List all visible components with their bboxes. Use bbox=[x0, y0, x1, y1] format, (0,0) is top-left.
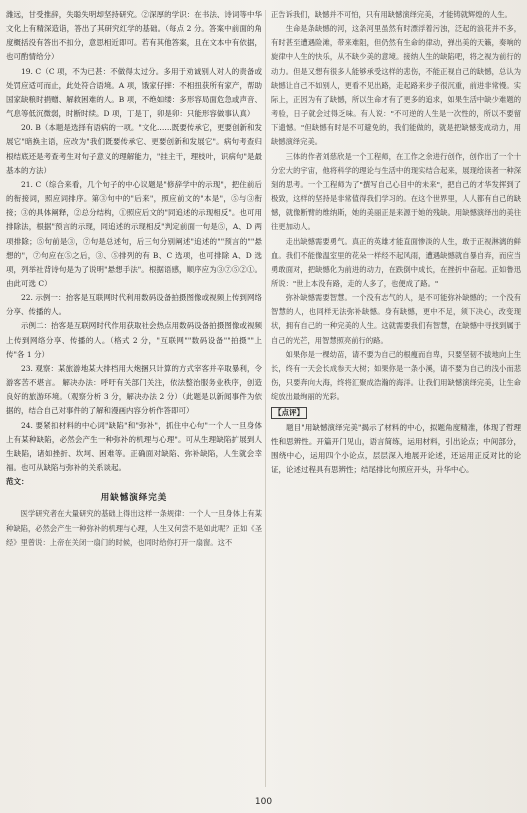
left-column bbox=[6, 8, 262, 791]
essay-paragraph: 正告诉我们，缺憾并不可怕，只有用缺憾演绎完美，才能铸就辉煌的人生。 bbox=[271, 10, 512, 19]
essay-paragraph: 如果你是一棵幼苗，请不要为自己的根瘦而自卑，只要坚韧不拔地向上生长，终有一天会长成参天大树；如果你是一条小溪，请不要为自己的浅小而悲伤，只要奔向大海，终将汇聚成浩瀚的海洋。让我们用缺憾演绎完美，让生命绽放出最绚丽的光彩。 bbox=[271, 349, 521, 402]
comment-text: 题目"用缺憾演绎完美"揭示了材料的中心，拟题角度精准，体现了哲理性和思辨性。开篇开门见山，语言简练，运用材料，引出论点；中间部分，围绕中心，运用四个小论点，层层深入地展开论述，还运用正反对比的论证，论述过程具有思辨性；结尾排比句照应开头，升华中心。 bbox=[271, 422, 521, 474]
page-number: 100 bbox=[254, 797, 273, 807]
comment-label: 【点评】 bbox=[271, 407, 307, 419]
answer-21: 21. C（综合来看，几个句子的中心议题是"修辞学中的示现"，把住前后的衔接词，照应词排序。第③句中的"后来"，照应前文的"本是"，⑤与③衔接；③的具体阐释，②总分结构，①照应后文的"同追述的示现相反"。也可用排除法，根据"预言的示现，同追述的示现相反"判定前面一句是⑤，A、D 两项排除；⑤句前是③，⑦句是总述句，后三句分别阐述"追述的""预言的""悬想的"，⑦句应在⑤之后，③、⑤排列的有 B、C 选项，也可排除 A、D 选项，列举社背诗句是为了说明"悬想手法"。根据语感，顺序应为③⑦⑤②①。由此可选 C） bbox=[6, 179, 262, 288]
essay-paragraph: 生命是条缺憾的河，这条河里虽然有时漂浮着污浊，泛起的浪花并不多，有时甚至遭遇险滩，带来难阻，但仍然有生命的律动，弹出美的天籁，奏响的旋律中人生的快乐，从不缺少美的意境。接纳人生的缺陷吧，将之视为前行的动力。但是又想有很多人能够承受这样的悲伤，不能正视自己的缺憾，总认为缺憾让自己不如别人，更看不见出路，走起路来步子很沉重，前进非常慢。实际上，正因为有了缺憾，所以生命才有了更多的追求，如果生活中缺少难题的考验，日子就会过得乏味。有人说："不可逆的人生是一次性的，所以不要留下遗憾。"但缺憾有时是不可避免的，我们能做的，就是把缺憾变成动力，用缺憾演绎完美。 bbox=[271, 24, 521, 147]
answer-20: 20. B（本题是选择有语病的一项。"文化……既要传承它，更要创新和发展它"暗换主语，应改为"我们既要传承它、更要创新和发展它"。病句考查归根结底还是考查考生对句子意义的理解能力，"挂主干，理枝叶，识病句"是最基本的方法） bbox=[6, 123, 262, 175]
essay-title: 用缺憾演绎完美 bbox=[100, 493, 168, 504]
answer-19: 19. C（C 项，不为已甚：不做得太过分。多用于劝诚别人对人的责备或处罚应适可而止，此处符合语境。A 项，饿家仔摔：不相扭获所有家产，帮助国家缺粮时捐赠、解救困难的人。B 项，不绝如缕：多形容局面危急或声音、气息等低沉微弱，时断时续。D 项，丁是丁，卯是卯：只能形容做事认真） bbox=[6, 66, 262, 119]
model-essay-label: 范文： bbox=[6, 477, 29, 487]
essay-paragraph: 弥补缺憾需要智慧。一个没有志气的人，是不可能弥补缺憾的；一个没有智慧的人，也同样无法弥补缺憾。身有缺憾，更中不足，须下决心，改变现状，拥有自己的一种完美的人生。这就需要我们有智慧，在缺憾中寻找到属于自己的光芒，用智慧照亮前行的路。 bbox=[271, 293, 521, 345]
answer-24: 24. 要紧扣材料的中心词"缺陷"和"弥补"，抓住中心句"一个人一旦身体上有某种缺陷，必然会产生一种弥补的机理与心理"。可从生理缺陷扩展到人生缺陷，诸如挫折、坎坷、困难等。正确面对缺陷、弥补缺陷，人生就会幸福。也可从缺陷与弥补的关系谈起。 bbox=[6, 420, 262, 472]
essay-paragraph: 医学研究者在大量研究的基础上得出这样一条规律：一个人一旦身体上有某种缺陷，必然会产生一种弥补的机理与心理，人生又何尝不是如此呢？正如《圣经》里曾说：上帝在关闭一扇门的时候，也同时给你打开一扇窗。这不 bbox=[6, 509, 262, 547]
answer-22-example-1: 22. 示例一：抬客是互联网时代利用数码设备拍摄图像或视频上传到网络分享、传播的人。 bbox=[6, 293, 262, 317]
essay-paragraph: 走出缺憾需要勇气。真正的英雄才能直面惨淡的人生，敢于正视淋漓的鲜血。我们不能像温室里的花朵一样经不起风雨，遭遇缺憾就自暴自弃，而应当勇敢面对，把缺憾化为前进的动力，在跌倒中成长，在挫折中奋起。正如鲁迅所说："世上本没有路，走的人多了，也便成了路。" bbox=[271, 236, 521, 288]
column-divider bbox=[265, 10, 266, 787]
answer-22-example-2: 示例二：抬客是互联网时代作用获取社会热点用数码设备拍摄图像或视频上传到网络分享、传播的人。（格式 2 分，"互联网""数码设备""拍摄""上传"各 1 分） bbox=[6, 321, 262, 359]
answer-23: 23. 观察：某旅游地某大排档用大炮捆只计算的方式宰客并辛取暴利，令游客苦不堪言。 解决办法：呼吁有关部门关注，依法整治服务业秩序，创造良好的旅游环境。（观察分析 3 分，解决办法 2 分）（此题是以新闻事件为依据的，结合自己对事件的了解和漫画内容分析作答即可） bbox=[6, 363, 262, 416]
answer-18-continuation: 潍远，甘受推辞，失聪失明却坚持研究。②深厚的学识：在书法、诗词等中华文化上有精深造诣，答出了其研究红学的基础。（每点 2 分。答案中前面的角度概括没有答出不扣分，意思相近即可。若有其他答案，且在文本中有依据，也可酌情给分） bbox=[6, 10, 262, 62]
essay-paragraph: 三体的作者刘慈欣是一个工程师，在工作之余进行创作，创作出了一个十分宏大的宇宙，他将科学的理论与生活中的现实结合起来，展现给读者一种深刻的思考。一个工程师为了"撰写自己心目中的未来"，把自己的才华发挥到了极致，这样的坚持是非常值得我们学习的。在这个世界里，人人都有自己的缺憾，就像断臂的维纳斯，她的美丽正是来源于她的残缺。用缺憾演绎出的美往往更加动人。 bbox=[271, 151, 521, 232]
right-column bbox=[271, 8, 521, 791]
